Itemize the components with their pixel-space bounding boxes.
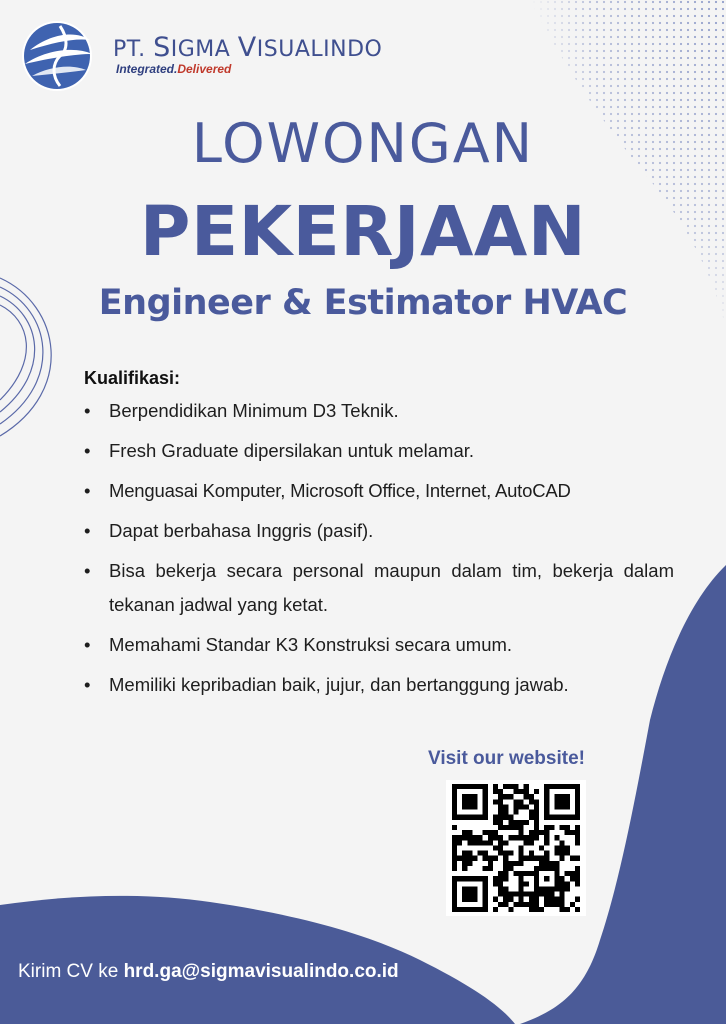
qualifications-title: Kualifikasi: [84, 368, 181, 388]
company-name [113, 32, 382, 63]
bottom-wave [0, 896, 515, 1024]
website-qr-code[interactable] [446, 780, 586, 916]
visit-website-label: Visit our website! [428, 748, 585, 769]
contact-email-link[interactable]: hrd.ga@sigmavisualindo.co.id [123, 961, 399, 982]
contact-line [18, 961, 399, 983]
qr-code-graphic [452, 784, 580, 912]
company-name-initial-v: V [237, 32, 257, 63]
qualification-item: • Memahami Standar K3 Konstruksi secara umum. [84, 628, 674, 662]
company-logo [20, 20, 95, 92]
company-name-initial-s: S [153, 32, 171, 63]
tagline-delivered: Delivered [177, 62, 232, 76]
qualification-item: • Berpendidikan Minimum D3 Teknik. [84, 394, 674, 428]
qualification-item: • Menguasai Komputer, Microsoft Office, Internet, AutoCAD [84, 474, 674, 508]
qualifications-list [84, 394, 674, 708]
headline-lowongan: LOWONGAN [191, 112, 535, 175]
company-name-pt: PT. [113, 37, 154, 62]
headline-pekerjaan: PEKERJAAN [139, 192, 587, 272]
company-name-igma: IGMA [170, 37, 238, 62]
qualification-item: • Bisa bekerja secara personal maupun dalam tim, bekerja dalam tekanan jadwal yang ketat. [84, 554, 674, 622]
contact-prefix: Kirim CV ke [18, 961, 124, 982]
job-position-title: Engineer & Estimator HVAC [98, 283, 628, 323]
qualification-item: • Fresh Graduate dipersilakan untuk melamar. [84, 434, 674, 468]
company-tagline [116, 62, 231, 76]
qualification-item: • Dapat berbahasa Inggris (pasif). [84, 514, 674, 548]
company-name-isualindo: ISUALINDO [256, 37, 383, 62]
tagline-integrated: Integrated. [116, 62, 178, 76]
qualification-item: • Memiliki kepribadian baik, jujur, dan bertanggung jawab. [84, 668, 674, 702]
